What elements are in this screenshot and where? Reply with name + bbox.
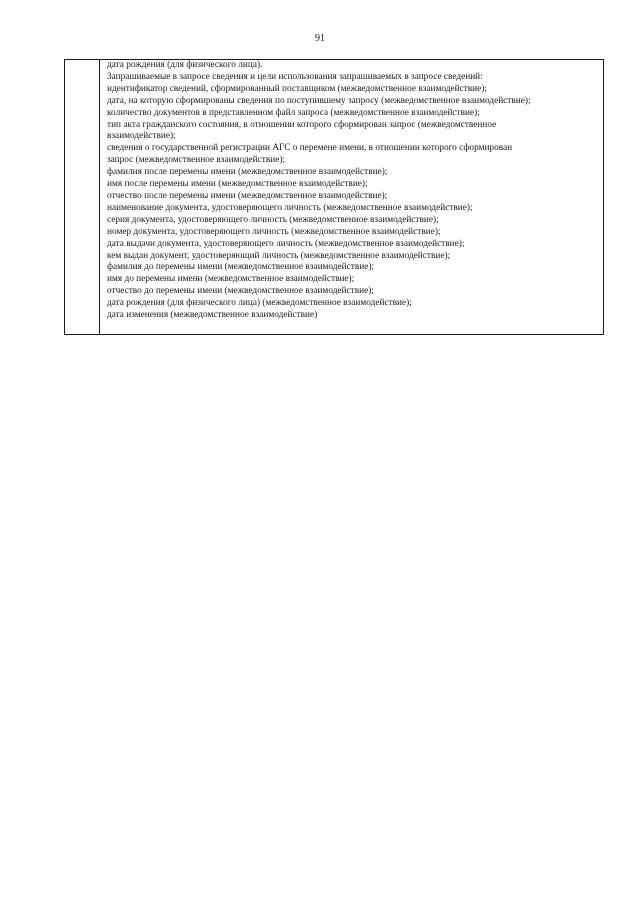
text-line: дата рождения (для физического лица) (межведомственное взаимодействие); [107, 298, 412, 309]
table-left-column [65, 60, 100, 334]
document-table [64, 59, 604, 335]
text-line: серия документа, удостоверяющего личность (межведомственное взаимодействие); [107, 214, 439, 225]
text-line: имя после перемены имени (межведомственное взаимодействие); [107, 179, 368, 190]
text-line: имя до перемены имени (межведомственное взаимодействие); [107, 274, 355, 285]
text-line: номер документа, удостоверяющего личность (межведомственное взаимодействие); [107, 226, 441, 237]
text-line: дата изменения (межведомственное взаимодействие) [107, 310, 318, 321]
table-text-column [100, 60, 603, 334]
text-line: наименование документа, удостоверяющего личность (межведомственное взаимодействие); [107, 202, 473, 213]
text-line: дата выдачи документа, удостоверяющего личность (межведомственное взаимодействие); [107, 238, 465, 249]
text-line: дата, на которую сформированы сведения по поступившему запросу (межведомственное взаимодействие); [107, 95, 531, 106]
text-line: отчество до перемены имени (межведомственное взаимодействие); [107, 286, 374, 297]
text-line: кем выдан документ, удостоверяющий личность (межведомственное взаимодействие); [107, 250, 451, 261]
text-line: взаимодействие); [107, 131, 176, 142]
text-line: тип акта гражданского состояния, в отношении которого сформирован запрос (межведомственное [107, 119, 497, 130]
text-line: сведения о государственной регистрации АГС о перемене имени, в отношении которого сформирован [107, 143, 513, 154]
text-line: количество документов в представленном файл запроса (межведомственное взаимодействие); [107, 107, 480, 118]
text-line: запрос (межведомственное взаимодействие); [107, 155, 286, 166]
text-line: фамилия после перемены имени (межведомственное взаимодействие); [107, 167, 388, 178]
text-line: фамилия до перемены имени (межведомственное взаимодействие); [107, 262, 375, 273]
text-line: Запрашиваемые в запросе сведения и цели использования запрашиваемых в запросе сведений: [107, 71, 483, 82]
text-line: отчество после перемены имени (межведомственное взаимодействие); [107, 190, 388, 201]
text-line: дата рождения (для физического лица). [107, 60, 263, 70]
text-line: идентификатор сведений, сформированный поставщиком (межведомственное взаимодействие); [107, 83, 487, 94]
page-number: 91 [315, 33, 325, 44]
